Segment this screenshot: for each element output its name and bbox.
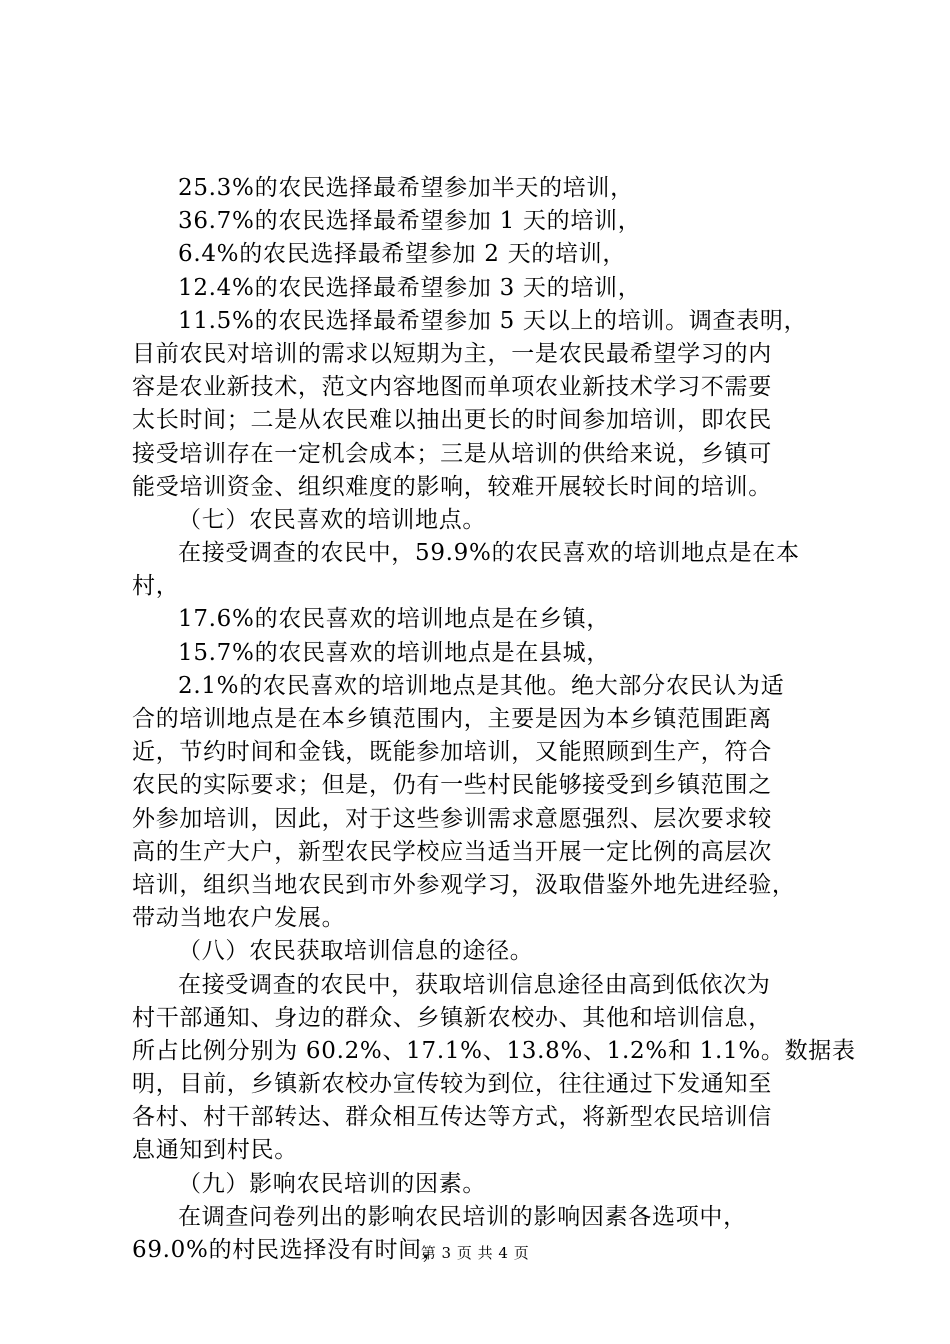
text-line: 接受培训存在一定机会成本；三是从培训的供给来说，乡镇可	[132, 440, 772, 467]
text-line: 在调查问卷列出的影响农民培训的影响因素各选项中，	[178, 1203, 747, 1230]
text-line: 能受培训资金、组织难度的影响，较难开展较长时间的培训。	[132, 473, 772, 500]
text-line: 培训，组织当地农民到市外参观学习，汲取借鉴外地先进经验，	[132, 871, 796, 898]
text-line: 69.0%的村民选择没有时间，	[132, 1237, 446, 1263]
text-line: 息通知到村民。	[132, 1137, 298, 1164]
text-line: 所占比例分别为 60.2%、17.1%、13.8%、1.2%和 1.1%。数据表	[132, 1037, 856, 1064]
text-line: 在接受调查的农民中，59.9%的农民喜欢的培训地点是在本	[178, 540, 800, 567]
text-line: 合的培训地点是在本乡镇范围内，主要是因为本乡镇范围距离	[132, 706, 772, 732]
text-line: 各村、村干部转达、群众相互传达等方式，将新型农民培训信	[132, 1104, 772, 1131]
document-body	[132, 172, 856, 1267]
text-line: 农民的实际要求；但是，仍有一些村民能够接受到乡镇范围之	[132, 772, 772, 799]
text-line: 带动当地农户发展。	[132, 905, 346, 932]
text-line: 6.4%的农民选择最希望参加 2 天的培训，	[178, 241, 627, 268]
text-line: 36.7%的农民选择最希望参加 1 天的培训，	[178, 208, 642, 235]
text-line: 外参加培训，因此，对于这些参训需求意愿强烈、层次要求较	[132, 805, 772, 832]
page-footer: 第 3 页 共 4 页	[420, 1244, 530, 1262]
text-line: （八）农民获取培训信息的途径。	[178, 938, 534, 965]
text-line: 15.7%的农民喜欢的培训地点是在县城，	[178, 639, 611, 666]
text-line: 11.5%的农民选择最希望参加 5 天以上的培训。调查表明，	[178, 307, 808, 334]
text-line: 村干部通知、身边的群众、乡镇新农校办、其他和培训信息，	[132, 1004, 772, 1031]
text-line: 高的生产大户，新型农民学校应当适当开展一定比例的高层次	[132, 838, 772, 865]
text-line: 近，节约时间和金钱，既能参加培训，又能照顾到生产，符合	[132, 739, 772, 766]
text-line: 容是农业新技术，范文内容地图而单项农业新技术学习不需要	[132, 374, 772, 401]
text-line: 2.1%的农民喜欢的培训地点是其他。绝大部分农民认为适	[178, 672, 785, 699]
text-line: 明，目前，乡镇新农校办宣传较为到位，往往通过下发通知至	[132, 1071, 772, 1098]
text-line: 25.3%的农民选择最希望参加半天的培训，	[178, 175, 634, 201]
text-line: 12.4%的农民选择最希望参加 3 天的培训，	[178, 274, 642, 301]
text-line: 目前农民对培训的需求以短期为主，一是农民最希望学习的内	[132, 340, 772, 367]
text-line: 17.6%的农民喜欢的培训地点是在乡镇，	[178, 606, 611, 633]
text-line: （九）影响农民培训的因素。	[178, 1170, 487, 1197]
text-line: 村，	[132, 573, 180, 600]
text-line: 太长时间；二是从农民难以抽出更长的时间参加培训，即农民	[132, 407, 772, 434]
text-line: （七）农民喜欢的培训地点。	[178, 506, 487, 533]
text-line: 在接受调查的农民中，获取培训信息途径由高到低依次为	[178, 971, 771, 998]
